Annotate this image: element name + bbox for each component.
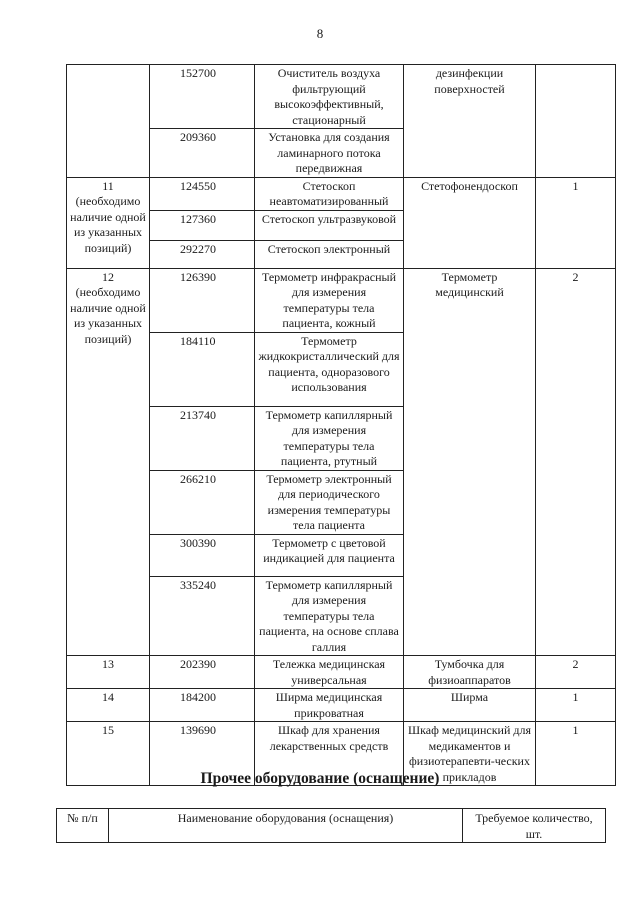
nomenclature-code: 139690 — [150, 722, 255, 786]
page-number: 8 — [316, 26, 324, 41]
nomenclature-code: 152700 — [150, 65, 255, 129]
table-row — [67, 65, 616, 129]
column-header-number: № п/п — [57, 809, 109, 843]
nomenclature-name: Шкаф для хранения лекарственных средств — [255, 722, 404, 786]
nomenclature-code: 300390 — [150, 534, 255, 576]
equipment-name: дезинфекции поверхностей — [404, 65, 536, 178]
column-header-name: Наименование оборудования (оснащения) — [109, 809, 463, 843]
nomenclature-code: 213740 — [150, 406, 255, 470]
nomenclature-name: Термометр электронный для периодического измерения температуры тела пациента — [255, 470, 404, 534]
nomenclature-code: 209360 — [150, 129, 255, 178]
equipment-table — [66, 64, 616, 786]
nomenclature-name: Стетоскоп электронный — [255, 240, 404, 268]
section-title: Прочее оборудование (оснащение) — [200, 770, 440, 787]
nomenclature-code: 127360 — [150, 210, 255, 240]
nomenclature-code: 126390 — [150, 268, 255, 332]
column-header-quantity: Требуемое количество, шт. — [463, 809, 606, 843]
quantity: 2 — [536, 656, 616, 689]
other-equipment-table — [56, 808, 606, 843]
table-row — [67, 268, 616, 332]
nomenclature-name: Ширма медицинская прикроватная — [255, 689, 404, 722]
nomenclature-name: Термометр инфракрасный для измерения температуры тела пациента, кожный — [255, 268, 404, 332]
table-header-row — [57, 809, 606, 843]
table-row — [67, 656, 616, 689]
nomenclature-name: Термометр с цветовой индикацией для пациента — [255, 534, 404, 576]
row-number: 14 — [67, 689, 150, 722]
nomenclature-code: 184110 — [150, 332, 255, 406]
nomenclature-name: Установка для создания ламинарного потока передвижная — [255, 129, 404, 178]
nomenclature-name: Стетоскоп неавтоматизированный — [255, 177, 404, 210]
table-row — [67, 177, 616, 210]
nomenclature-name: Очиститель воздуха фильтрующий высокоэффективный, стационарный — [255, 65, 404, 129]
equipment-name: Шкаф медицинский для медикаментов и физиотерапевти-ческих прикладов — [404, 722, 536, 786]
quantity — [536, 65, 616, 178]
nomenclature-name: Тележка медицинская универсальная — [255, 656, 404, 689]
nomenclature-name: Термометр жидкокристаллический для пациента, одноразового использования — [255, 332, 404, 406]
equipment-name: Ширма — [404, 689, 536, 722]
nomenclature-code: 335240 — [150, 576, 255, 656]
nomenclature-name: Термометр капиллярный для измерения температуры тела пациента, на основе сплава галлия — [255, 576, 404, 656]
row-number: 11 (необходимо наличие одной из указанных позиций) — [67, 177, 150, 268]
equipment-name: Тумбочка для физиоаппаратов — [404, 656, 536, 689]
quantity: 1 — [536, 177, 616, 268]
quantity: 1 — [536, 722, 616, 786]
row-number — [67, 65, 150, 178]
nomenclature-code: 124550 — [150, 177, 255, 210]
row-number: 15 — [67, 722, 150, 786]
row-number: 12 (необходимо наличие одной из указанных позиций) — [67, 268, 150, 656]
nomenclature-name: Термометр капиллярный для измерения температуры тела пациента, ртутный — [255, 406, 404, 470]
quantity: 1 — [536, 689, 616, 722]
row-number: 13 — [67, 656, 150, 689]
nomenclature-code: 292270 — [150, 240, 255, 268]
nomenclature-code: 266210 — [150, 470, 255, 534]
nomenclature-code: 202390 — [150, 656, 255, 689]
nomenclature-code: 184200 — [150, 689, 255, 722]
equipment-name: Стетофонендоскоп — [404, 177, 536, 268]
nomenclature-name: Стетоскоп ультразвуковой — [255, 210, 404, 240]
equipment-name: Термометр медицинский — [404, 268, 536, 656]
quantity: 2 — [536, 268, 616, 656]
table-row — [67, 689, 616, 722]
